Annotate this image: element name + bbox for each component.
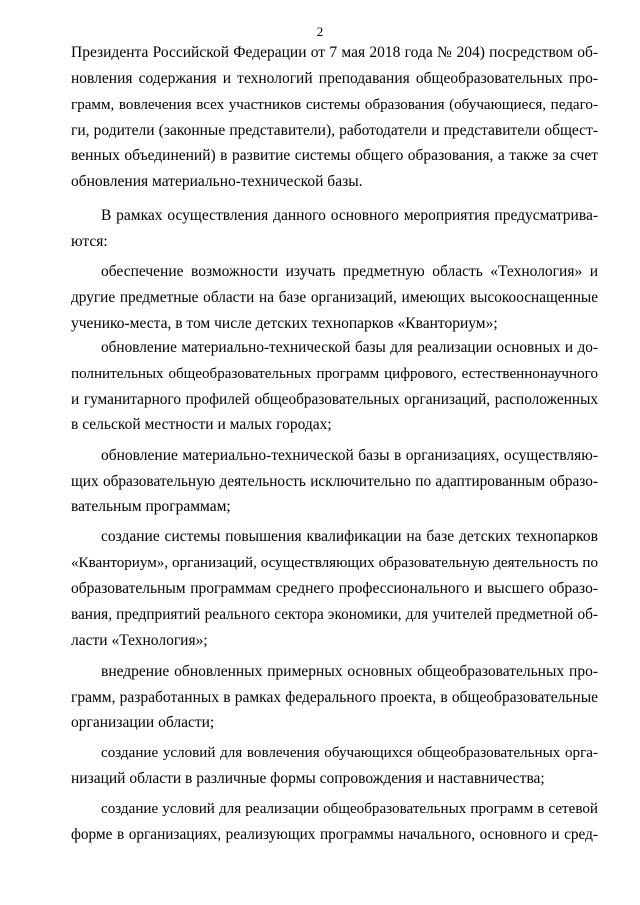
text-line: полнительных общеобразовательных программ цифрового, естественнонаучного (71, 366, 598, 382)
text-line: Президента Российской Федерации от 7 мая 2018 года № 204) посредством об- (71, 44, 598, 61)
text-line: грамм, вовлечения всех участников системы образования (обучающиеся, педаго- (71, 97, 598, 113)
list-item-first-line: обеспечение возможности изучать предметную область «Технология» и (101, 263, 598, 280)
list-item-first-line: создание условий для реализации общеобразовательных программ в сетевой (101, 801, 598, 817)
text-line: организации области; (71, 714, 215, 731)
text-line: ги, родители (законные представители), работодатели и представители общест- (71, 122, 598, 139)
text-line: «Кванториум», организаций, осуществляющих образовательную деятельность по (71, 555, 598, 571)
text-line: щих образовательную деятельность исключительно по адаптированным образо- (71, 473, 598, 490)
text-line: вания, предприятий реального сектора экономики, для учителей предметной об- (71, 606, 598, 623)
page-number: 2 (316, 24, 324, 39)
paragraph-first-line: В рамках осуществления данного основного мероприятия предусматрива- (101, 207, 598, 224)
text-line: в сельской местности и малых городах; (71, 416, 332, 433)
text-line: ласти «Технология»; (71, 632, 208, 649)
list-item-first-line: создание системы повышения квалификации на базе детских технопарков (101, 528, 598, 545)
text-line: образовательным программам среднего профессионального и высшего образо- (71, 580, 598, 597)
text-line: вательным программам; (71, 498, 231, 515)
text-line: низаций области в различные формы сопровождения и наставничества; (71, 770, 545, 787)
list-item-first-line: обновление материально-технической базы для реализации основных и до- (101, 339, 598, 356)
text-line: и гуманитарного профилей общеобразовательных организаций, расположенных (71, 391, 598, 408)
text-line: ются: (71, 233, 108, 250)
text-line: грамм, разработанных в рамках федерального проекта, в общеобразовательные (71, 689, 598, 706)
list-item-first-line: внедрение обновленных примерных основных общеобразовательных про- (101, 663, 598, 680)
text-line: новления содержания и технологий преподавания общеобразовательных про- (71, 70, 598, 87)
text-line: венных объединений) в развитие системы общего образования, а также за счет (71, 147, 598, 164)
list-item-first-line: создание условий для вовлечения обучающихся общеобразовательных орга- (101, 745, 598, 761)
text-line: ученико-места, в том числе детских технопарков «Кванториум»; (71, 315, 498, 332)
text-line: другие предметные области на базе организаций, имеющих высокооснащенные (71, 289, 598, 306)
text-line: форме в организациях, реализующих программы начального, основного и сред- (71, 826, 598, 843)
list-item-first-line: обновление материально-технической базы в организациях, осуществляю- (101, 447, 598, 464)
text-line: обновления материально-технической базы. (71, 173, 363, 190)
